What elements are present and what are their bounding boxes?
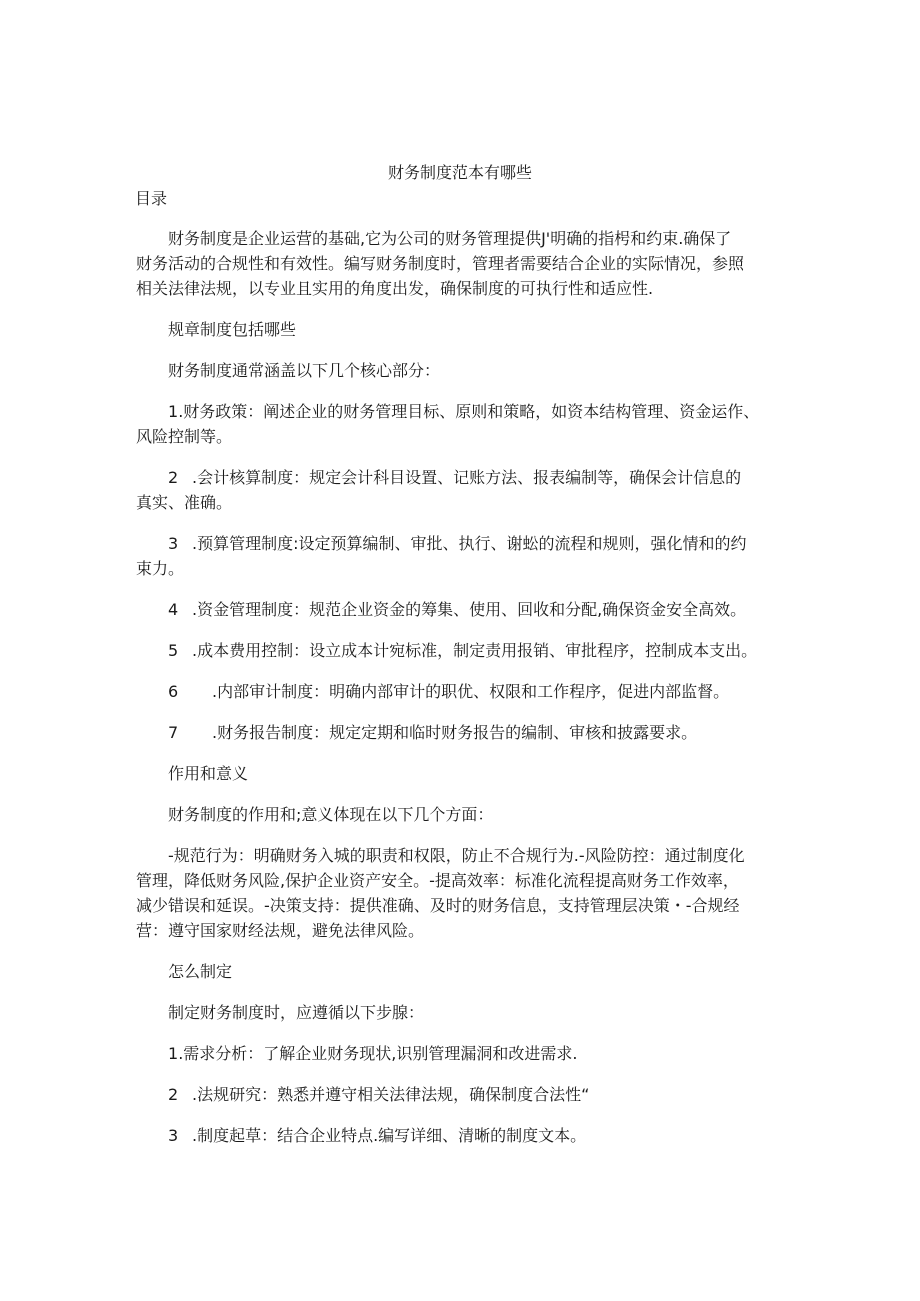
list-item	[136, 720, 796, 745]
item-number: 6	[168, 682, 179, 701]
list-item	[136, 1123, 796, 1148]
item-1-line-2: 风险控制等。	[136, 427, 233, 446]
item-number: 1	[168, 402, 179, 421]
item-number: 1	[168, 1044, 179, 1063]
item-number: 7	[168, 723, 179, 742]
list-item	[136, 638, 796, 663]
item-text: .财务报告制度：规定定期和临时财务报告的编制、审核和披露要求。	[212, 723, 698, 742]
document-body	[136, 226, 796, 1164]
item-5-line-1	[136, 638, 796, 663]
item-number: 2	[168, 1085, 179, 1104]
section2-lead: 财务制度的作用和;意义体现在以下几个方面：	[168, 805, 494, 824]
item-number: 3	[168, 1126, 179, 1145]
item-7-line-1	[136, 720, 796, 745]
item-number: 3	[168, 534, 179, 553]
item-6-line-1	[136, 679, 796, 704]
item-2-line-1	[136, 465, 796, 490]
section2-line-4: 营：遵守国家财经法规，避免法律风险。	[136, 921, 425, 940]
list-item	[136, 1082, 796, 1107]
item-text: .会计核算制度：规定会计科目设置、记账方法、报表编制等，确保会计信息的	[192, 468, 742, 487]
list-item	[136, 597, 796, 622]
item-text: .法规研究：熟悉并遵守相关法律法规，确保制度合法性“	[192, 1085, 590, 1104]
intro-paragraph	[136, 226, 796, 301]
item-1-line-1	[136, 399, 796, 424]
list-item	[136, 531, 796, 581]
list-item	[136, 399, 796, 449]
item-3-line-1	[136, 531, 796, 556]
section2-line-2: 管理，降低财务风险,保护企业资产安全。-提高效率：标准化流程提高财务工作效率，	[136, 871, 739, 890]
list-item	[136, 465, 796, 515]
item-text: .内部审计制度：明确内部审计的职优、权限和工作程序，促进内部监督。	[212, 682, 730, 701]
item-number: 5	[168, 641, 179, 660]
step-3-line	[136, 1123, 796, 1148]
section3-heading: 怎么制定	[168, 962, 233, 981]
section2-heading: 作用和意义	[168, 764, 249, 783]
section2-line-3: 减少错误和延误。-决策支持：提供准确、及时的财务信息，支持管理层决策・-合规经	[136, 896, 740, 915]
item-3-line-2: 束力。	[136, 559, 185, 578]
section3-lead: 制定财务制度时，应遵循以下步腺：	[168, 1003, 425, 1022]
item-4-line-1	[136, 597, 796, 622]
intro-line-2: 财务活动的合规性和有效性。编写财务制度时，管理者需要结合企业的实际情况，参照	[136, 254, 745, 273]
document-title: 财务制度范本有哪些	[387, 163, 532, 182]
intro-line-1: 财务制度是企业运营的基础,它为公司的财务管理提供J'明确的指枵和约束.确保了	[168, 229, 732, 248]
item-text: .需求分析：了解企业财务现状,识别管理漏洞和改进需求.	[178, 1044, 578, 1063]
toc-label: 目录	[135, 189, 168, 208]
item-text: .成本费用控制：设立成本计宛标准，制定责用报销、审批程序，控制成本支出。	[192, 641, 758, 660]
section1-lead: 财务制度通常涵盖以下几个核心部分：	[168, 361, 441, 380]
item-text: .财务政策：阐述企业的财务管理目标、原则和策略，如资本结构管理、资金运作、	[178, 402, 760, 421]
step-1-line	[136, 1041, 796, 1066]
item-text: .预算管理制度:设定预算编制、审批、执行、谢蚣的流程和规则，强化情和的约	[192, 534, 747, 553]
section2-line-1: -规范行为：明确财务入城的职责和权限，防止不合规行为.-风险防控：通过制度化	[168, 846, 745, 865]
intro-line-3: 相关法律法规，以专业且实用的角度出发，确保制度的可执行性和适应性.	[136, 279, 654, 298]
item-number: 2	[168, 468, 179, 487]
item-text: .资金管理制度：规范企业资金的筹集、使用、回收和分配,确保资金安全高效。	[192, 600, 747, 619]
list-item	[136, 1041, 796, 1066]
step-2-line	[136, 1082, 796, 1107]
item-text: .制度起草：结合企业特点.编写详细、清晰的制度文本。	[192, 1126, 587, 1145]
list-item	[136, 679, 796, 704]
section2-paragraph	[136, 843, 796, 943]
section1-heading: 规章制度包括哪些	[168, 320, 297, 339]
item-number: 4	[168, 600, 179, 619]
item-2-line-2: 真实、准确。	[136, 493, 233, 512]
